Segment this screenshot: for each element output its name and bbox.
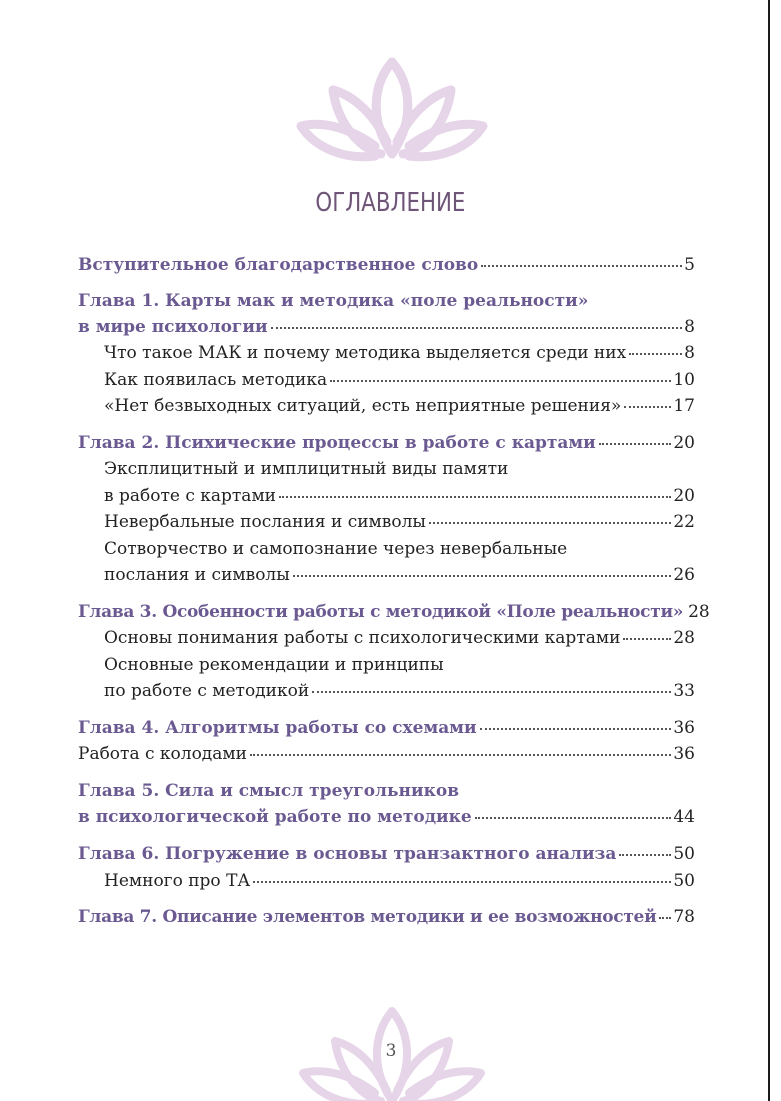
toc-entry-label: Как появилась методика [104,370,328,390]
toc-entry-chapter-3[interactable] [78,601,710,623]
toc-page-number: 78 [673,907,695,927]
dot-leader [330,380,671,382]
dot-leader [623,638,671,640]
toc-entry-label: Работа с колодами [78,744,247,764]
toc-page-number: 17 [673,396,695,416]
toc-entry-chapter-4[interactable] [78,717,695,739]
toc-entry-section[interactable] [104,395,695,417]
toc-entry-intro[interactable] [78,254,695,276]
dot-leader [312,691,671,693]
toc-page-number: 10 [673,370,695,390]
page-edge [768,0,781,1101]
toc-entry-section[interactable] [104,627,695,649]
toc-entry-section-line1[interactable]: Основные рекомендации и принципы [104,655,444,675]
toc-page-number: 28 [688,602,710,622]
dot-leader [624,406,671,408]
lotus-ornament-icon [295,50,489,170]
toc-entry-chapter-1-line1[interactable]: Глава 1. Карты мак и методика «поле реальности» [78,291,589,311]
toc-entry-chapter-2[interactable] [78,432,695,454]
toc-page-number: 20 [673,486,695,506]
toc-entry-chapter-1[interactable] [78,316,695,338]
toc-entry-section[interactable] [104,511,695,533]
page-number: 3 [385,1041,397,1061]
toc-page-number: 26 [673,565,695,585]
dot-leader [293,575,672,577]
toc-page-number: 36 [673,718,695,738]
toc-entry-label: в работе с картами [104,486,276,506]
toc-page-number: 50 [673,844,695,864]
toc-entry-label: Глава 2. Психические процессы в работе с картами [78,433,596,453]
dot-leader [250,754,671,756]
toc-page-number: 20 [673,433,695,453]
toc-entry-section[interactable] [104,485,695,507]
dot-leader [253,881,671,883]
dot-leader [480,728,672,730]
toc-entry-label: послания и символы [104,565,290,585]
dot-leader [481,265,682,267]
toc-entry-label: по работе с методикой [104,681,310,701]
dot-leader [475,817,672,819]
toc-entry-label: в психологической работе по методике [78,807,472,827]
toc-entry-chapter-5[interactable] [78,806,695,828]
dot-leader [271,327,683,329]
dot-leader [599,443,672,445]
toc-entry-chapter-6[interactable] [78,843,695,865]
dot-leader [619,854,671,856]
toc-entry-chapter-7[interactable] [78,906,695,928]
toc-page-number: 33 [673,681,695,701]
toc-entry-section[interactable] [104,369,695,391]
toc-entry-section-line1[interactable]: Сотворчество и самопознание через невербальные [104,539,568,559]
toc-entry-label: Глава 7. Описание элементов методики и ее возможностей [78,907,657,927]
toc-page-number: 44 [673,807,695,827]
toc-entry-section[interactable] [78,743,695,765]
dot-leader [629,353,682,355]
toc-entry-section[interactable] [104,564,695,586]
toc-entry-label: Глава 4. Алгоритмы работы со схемами [78,718,477,738]
toc-entry-label: Немного про ТА [104,871,251,891]
toc-entry-label: Основы понимания работы с психологическими картами [104,628,621,648]
dot-leader [659,917,671,919]
toc-entry-label: «Нет безвыходных ситуаций, есть неприятные решения» [104,396,622,416]
toc-entry-chapter-5-line1[interactable]: Глава 5. Сила и смысл треугольников [78,781,460,801]
toc-entry-section[interactable] [104,342,695,364]
toc-page-number: 28 [673,628,695,648]
toc-entry-label: Глава 3. Особенности работы с методикой «Поле реальности» [78,602,684,622]
toc-page-number: 50 [673,871,695,891]
toc-page-number: 36 [673,744,695,764]
dot-leader [429,522,671,524]
toc-entry-label: в мире психологии [78,317,268,337]
dot-leader [279,496,671,498]
toc-page-number: 8 [684,343,695,363]
toc-entry-label: Глава 6. Погружение в основы транзактного анализа [78,844,617,864]
toc-entry-section[interactable] [104,870,695,892]
toc-entry-section-line1[interactable]: Эксплицитный и имплицитный виды памяти [104,459,509,479]
toc-entry-label: Что такое МАК и почему методика выделяется среди них [104,343,627,363]
toc-page-number: 22 [673,512,695,532]
toc-entry-label: Вступительное благодарственное слово [78,255,479,275]
toc-entry-section[interactable] [104,680,695,702]
toc-heading: ОГЛАВЛЕНИЕ [315,188,466,218]
toc-page-number: 5 [684,255,695,275]
toc-page-number: 8 [684,317,695,337]
toc-entry-label: Невербальные послания и символы [104,512,426,532]
